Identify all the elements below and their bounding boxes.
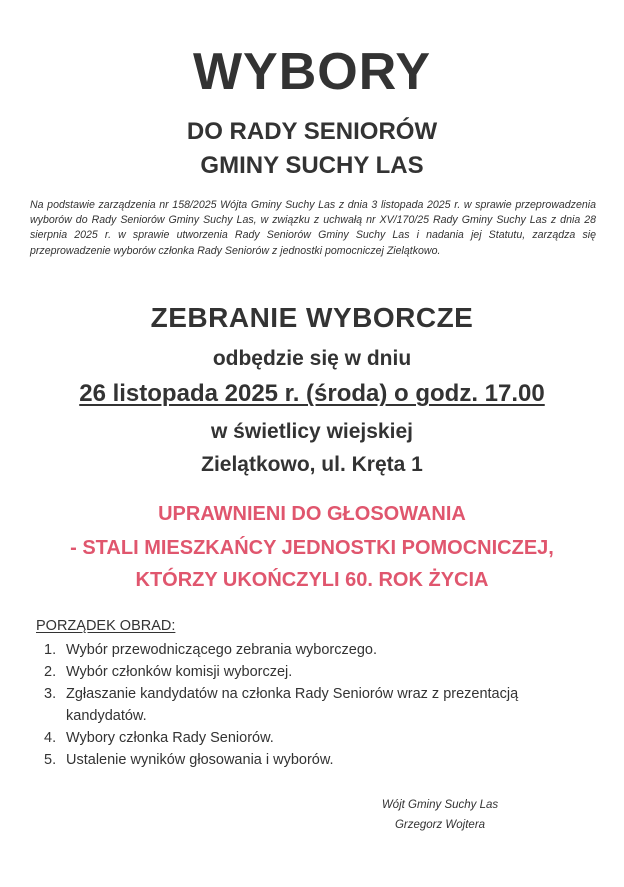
agenda-item-number: 5. [44, 752, 57, 768]
meeting-date-line [0, 380, 624, 408]
agenda-item-text: Ustalenie wyników głosowania i wyborów. [66, 752, 334, 768]
signature-name: Grzegorz Wojtera [394, 819, 486, 831]
agenda-item [44, 661, 584, 683]
meeting-intro-line: odbędzie się w dniu [212, 347, 412, 370]
intro-paragraph: Na podstawie zarządzenia nr 158/2025 Wójta Gminy Suchy Las z dnia 3 listopada 2025 r. w sprawie przeprowadzenia wyborów do Rady Seniorów Gminy Suchy Las, w związku z uchwałą nr XV/170/25 Rady Gminy Suchy Las z dnia 28 sierpnia 2025 r. w sprawie utworzenia Rady Seniorów Gminy Suchy Las i nadania jej Statutu, zarządza się przeprowadzenie wyborów członka Rady Seniorów z jednostki pomocniczej Zielątkowo. [30, 199, 596, 257]
signature-block [340, 795, 540, 835]
signature-title: Wójt Gminy Suchy Las [381, 799, 499, 811]
agenda-item-text: Wybór członków komisji wyborczej. [66, 664, 293, 680]
agenda-item-text: Zgłaszanie kandydatów na członka Rady Seniorów wraz z prezentacją kandydatów. [66, 686, 519, 724]
meeting-address-line: Zielątkowo, ul. Kręta 1 [201, 453, 423, 476]
agenda-item-text: Wybór przewodniczącego zebrania wyborczego. [66, 642, 377, 658]
poster-title: WYBORY [192, 43, 432, 101]
meeting-place-line: w świetlicy wiejskiej [211, 420, 413, 443]
agenda-item [44, 727, 584, 749]
agenda-item-text: Wybory członka Rady Seniorów. [66, 730, 274, 746]
meeting-title: ZEBRANIE WYBORCZE [150, 302, 474, 333]
meeting-date-text: 26 listopada 2025 r. (środa) o godz. 17.00 [79, 380, 545, 407]
eligibility-line3: KTÓRZY UKOŃCZYLI 60. ROK ŻYCIA [135, 569, 489, 591]
agenda-item-number: 4. [44, 730, 57, 746]
poster-subtitle-line1: DO RADY SENIORÓW [186, 118, 438, 145]
agenda-item [44, 749, 584, 771]
agenda-item-number: 1. [44, 642, 57, 658]
agenda-item-number: 3. [44, 686, 57, 702]
agenda-list [44, 639, 584, 771]
poster-subtitle-line2: GMINY SUCHY LAS [200, 152, 424, 179]
agenda-item-number: 2. [44, 664, 57, 680]
eligibility-line2: - STALI MIESZKAŃCY JEDNOSTKI POMOCNICZEJ, [70, 537, 554, 559]
eligibility-line1: UPRAWNIENI DO GŁOSOWANIA [158, 503, 466, 525]
agenda-heading: PORZĄDEK OBRAD: [36, 618, 176, 634]
agenda-item [44, 683, 584, 727]
agenda-item [44, 639, 584, 661]
